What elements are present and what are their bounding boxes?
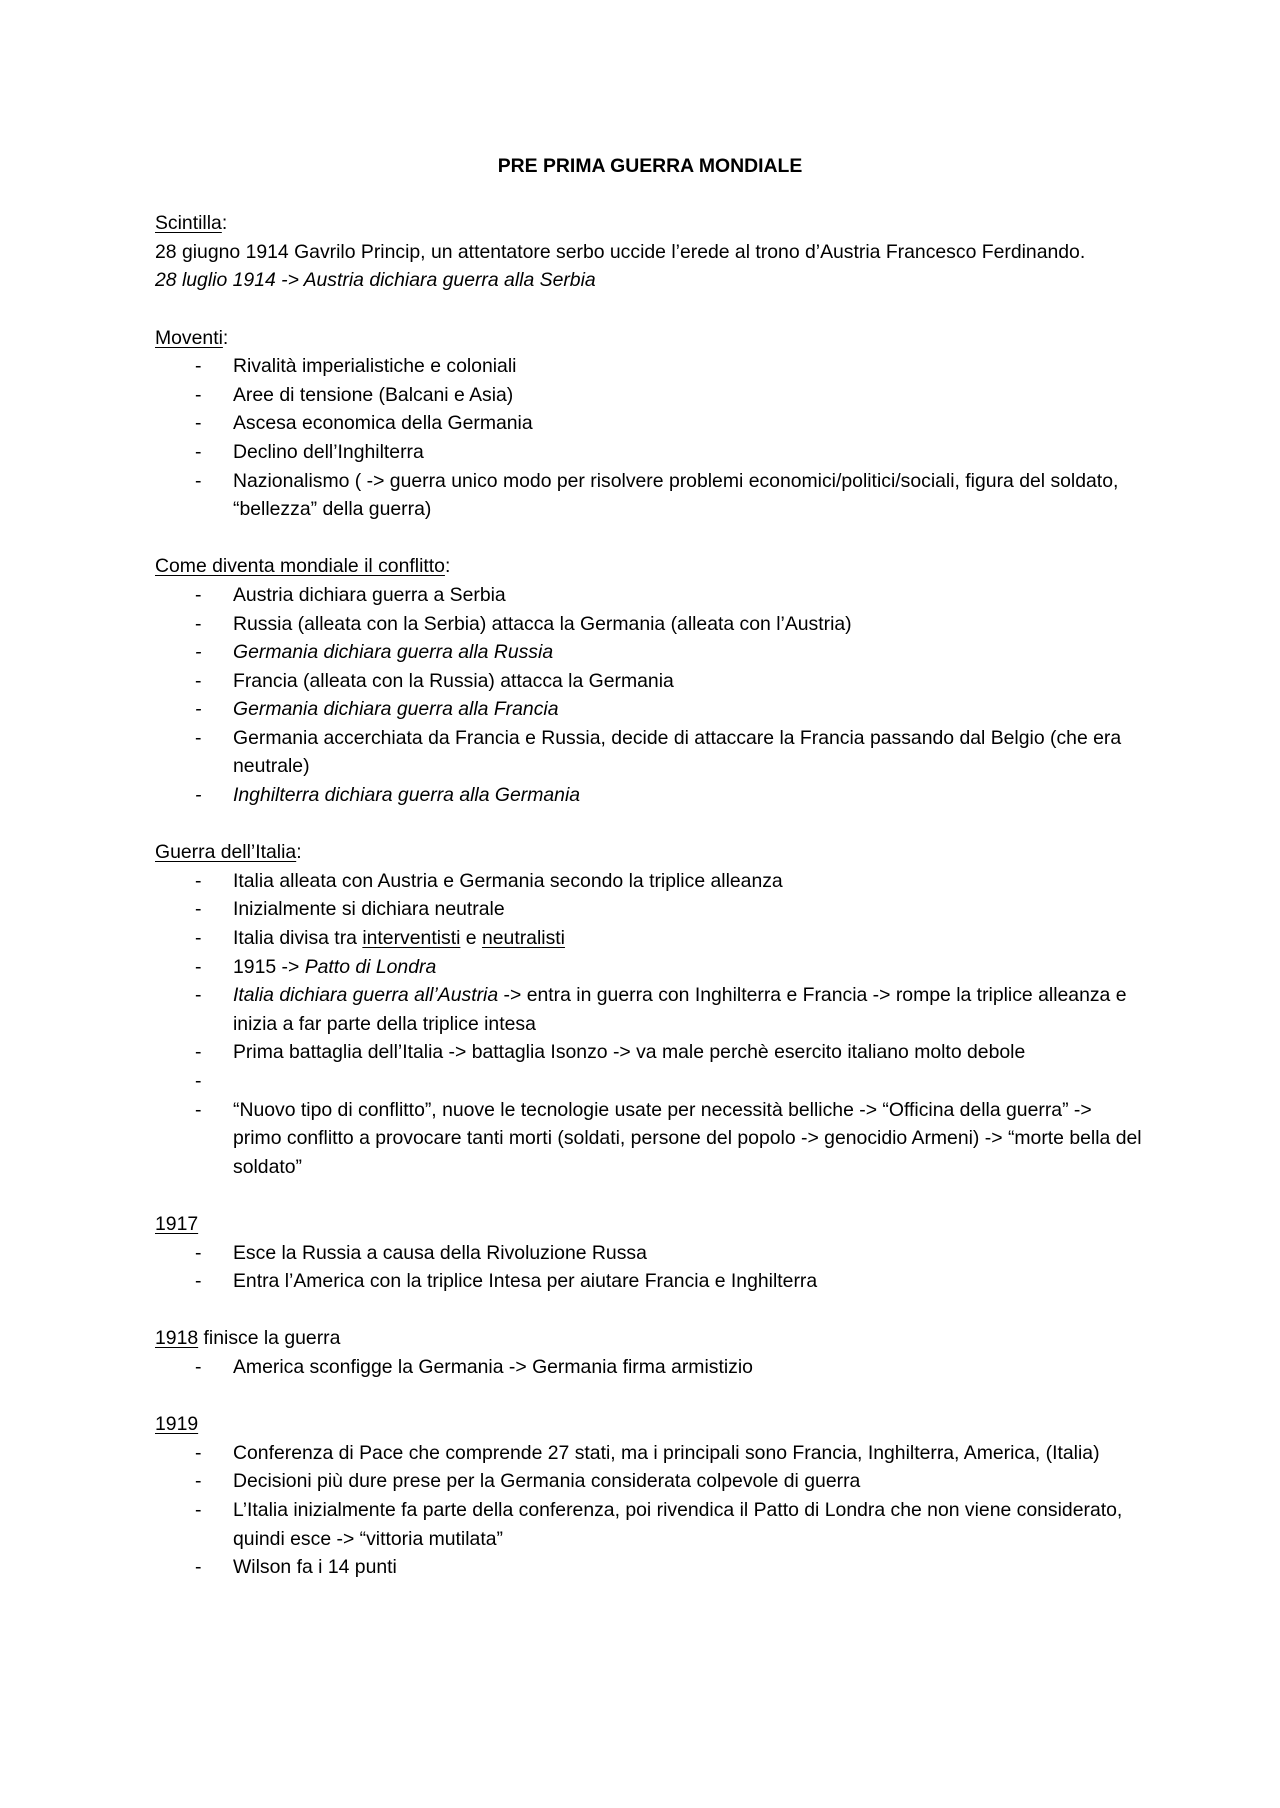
scintilla-heading-line [155,209,1145,238]
section-1917 [155,1210,1145,1296]
italia-dichiara-guerra: Italia dichiara guerra all’Austria [233,984,499,1007]
list-item: - Prima battaglia dell’Italia -> battaglia Isonzo -> va male perchè esercito italiano molto debole [155,1038,1145,1067]
list-spacer [155,1067,1145,1096]
scintilla-line-2: 28 luglio 1914 -> Austria dichiara guerra alla Serbia [155,269,596,292]
list-item: - Wilson fa i 14 punti [155,1553,1145,1582]
list-item: - Germania dichiara guerra alla Russia [155,638,1145,667]
list-item: - Russia (alleata con la Serbia) attacca la Germania (alleata con l’Austria) [155,610,1145,639]
italia-item5-rest: -> entra in guerra con Inghilterra e Francia -> rompe la triplice alleanza e inizia a far parte della triplice intesa [233,984,1127,1035]
y1918-list [155,1353,1145,1382]
moventi-heading: Moventi [155,326,223,349]
y1918-heading: 1918 [155,1327,199,1350]
patto-di-londra: Patto di Londra [304,955,437,978]
list-item: - Germania accerchiata da Francia e Russia, decide di attaccare la Francia passando dal Belgio (che era neutrale) [155,724,1145,781]
scintilla-heading: Scintilla [155,212,222,235]
list-item: - Aree di tensione (Balcani e Asia) [155,381,1145,410]
y1918-suffix: finisce la guerra [198,1327,341,1350]
list-item: - “Nuovo tipo di conflitto”, nuove le tecnologie usate per necessità belliche -> “Officina della guerra” -> primo conflitto a provocare tanti morti (soldati, persone del popolo -> genocidio Armeni) -> “morte bella del soldato” [155,1096,1145,1182]
section-1919 [155,1410,1145,1582]
section-scintilla [155,209,1145,295]
list-item: - Esce la Russia a causa della Rivoluzione Russa [155,1239,1145,1268]
moventi-colon: : [222,326,229,349]
mondiale-heading-line [155,552,1145,581]
list-item: - Italia alleata con Austria e Germania secondo la triplice alleanza [155,867,1145,896]
section-1918 [155,1324,1145,1381]
section-italia [155,838,1145,1181]
italia-colon: : [296,841,302,864]
mondiale-list [155,581,1145,810]
list-item: - Decisioni più dure prese per la Germania considerata colpevole di guerra [155,1467,1145,1496]
italia-item3-pre: Italia divisa tra [233,927,363,950]
italia-heading-line [155,838,1145,867]
neutralisti-term: neutralisti [481,927,565,950]
page-title: PRE PRIMA GUERRA MONDIALE [497,155,803,177]
y1917-heading-line [155,1210,1145,1239]
list-item: - Germania dichiara guerra alla Francia [155,695,1145,724]
y1919-heading-line [155,1410,1145,1439]
list-item: - America sconfigge la Germania -> Germania firma armistizio [155,1353,1145,1382]
list-item: - Austria dichiara guerra a Serbia [155,581,1145,610]
list-item: - Francia (alleata con la Russia) attacca la Germania [155,667,1145,696]
list-item: - Ascesa economica della Germania [155,409,1145,438]
section-moventi [155,324,1145,524]
list-item [155,981,1145,1038]
list-item: - Rivalità imperialistiche e coloniali [155,352,1145,381]
scintilla-colon: : [221,212,228,235]
y1918-heading-line [155,1324,1145,1353]
scintilla-line-1: 28 giugno 1914 Gavrilo Princip, un attentatore serbo uccide l’erede al trono d’Austria Francesco Ferdinando. [155,240,1086,263]
moventi-list [155,352,1145,524]
list-item: - Conferenza di Pace che comprende 27 stati, ma i principali sono Francia, Inghilterra, America, (Italia) [155,1439,1145,1468]
list-item: - L’Italia inizialmente fa parte della conferenza, poi rivendica il Patto di Londra che non viene considerato, quindi esce -> “vittoria mutilata” [155,1496,1145,1553]
list-item [155,953,1145,982]
y1917-heading: 1917 [155,1212,199,1235]
section-mondiale [155,552,1145,809]
y1919-list [155,1439,1145,1582]
list-item: - Inghilterra dichiara guerra alla Germania [155,781,1145,810]
italia-heading: Guerra dell’Italia [155,841,297,864]
mondiale-colon: : [444,555,451,578]
list-item: - Nazionalismo ( -> guerra unico modo per risolvere problemi economici/politici/sociali, figura del soldato, “bellezza” della guerra) [155,467,1145,524]
list-item: - Inizialmente si dichiara neutrale [155,895,1145,924]
mondiale-heading: Come diventa mondiale il conflitto [155,555,445,578]
moventi-heading-line [155,324,1145,353]
document-content [155,152,1145,1610]
italia-list [155,867,1145,1182]
y1919-heading: 1919 [155,1413,199,1436]
italia-item3-mid: e [460,927,482,950]
italia-item4-pre: 1915 -> [233,955,305,978]
y1917-list [155,1239,1145,1296]
list-item: - Entra l’America con la triplice Intesa per aiutare Francia e Inghilterra [155,1267,1145,1296]
interventisti-term: interventisti [362,927,461,950]
list-item: - Declino dell’Inghilterra [155,438,1145,467]
list-item [155,924,1145,953]
